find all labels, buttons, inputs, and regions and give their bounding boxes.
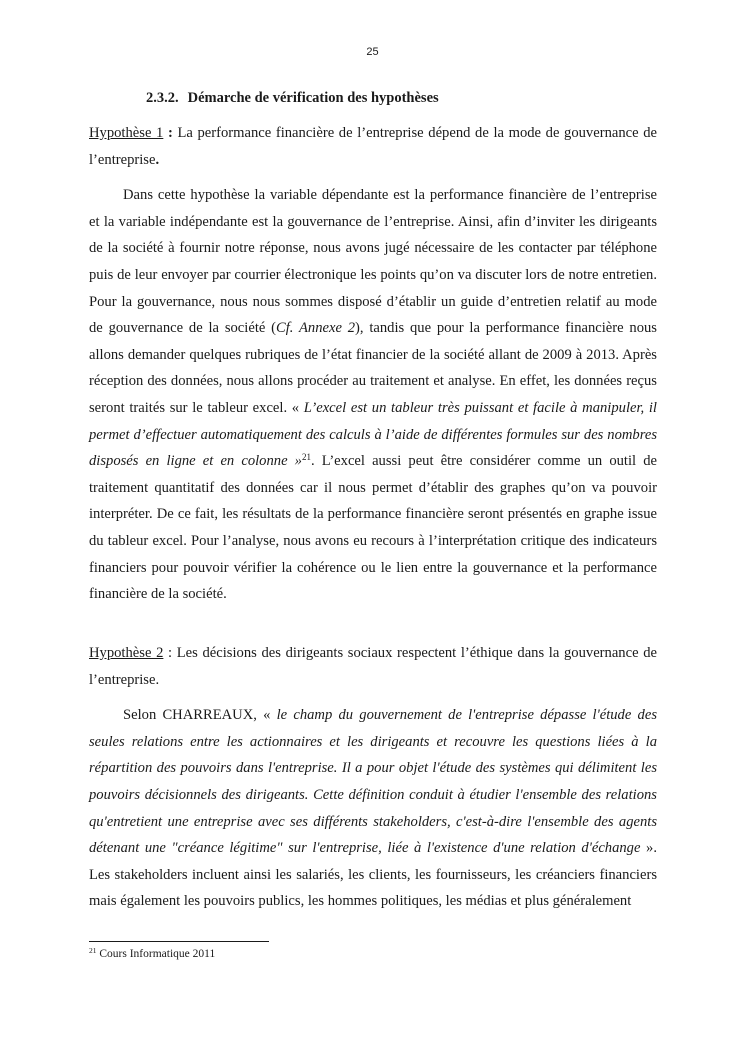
hypothesis-1-text: La performance financière de l’entreprise dépend de la mode de gouvernance de l’entreprise: [89, 125, 657, 168]
hypothesis-1-label: Hypothèse 1: [89, 125, 164, 141]
hypothesis-2-text: : Les décisions des dirigeants sociaux respectent l’éthique dans la gouvernance de l’entreprise.: [89, 645, 657, 688]
paragraph-1-text-c: . L’excel aussi peut être considérer comme un outil de traitement quantitatif des données car il nous permet d’établir des graphes qu’on va pouvoir interpréter. De ce fait, les résultats de la performance financière seront présentés en graphe issue du tableur excel. Pour l’analyse, nous avons eu recours à l’interprétation critique des indicateurs financiers pour pouvoir vérifier la cohérence ou le lien entre la gouvernance et la performance financière de la société.: [89, 453, 657, 603]
footnote: [89, 948, 215, 960]
excel-quote: L’excel est un tableur très puissant et facile à manipuler, il permet d’effectuer automatiquement des calculs à l’aide de différentes formules sur des nombres disposés en ligne et en colonne »: [89, 399, 657, 470]
paragraph-1-text-b: ), tandis que pour la performance financière nous allons demander quelques rubriques de l’état financier de la société allant de 2009 à 2013. Après réception des données, nous allons procéder au traitement et analyse. En effet, les données reçus seront traités sur le tableur excel. «: [89, 320, 657, 416]
hypothesis-1-statement: [89, 120, 657, 173]
footnote-text: Cours Informatique 2011: [96, 948, 216, 960]
charreaux-quote: le champ du gouvernement de l'entreprise dépasse l'étude des seules relations entre les actionnaires et les dirigeants et recouvre les questions liées à la répartition des pouvoirs dans l'entreprise. Il a pour objet l'étude des systèmes qui délimitent les pouvoirs décisionnels des dirigeants. Cette définition conduit à étudier l'ensemble des relations qu'entretient une entreprise avec ses différents stakeholders, c'est-à-dire l'ensemble des agents détenant une "créance légitime" sur l'entreprise, liée à l'existence d'une relation d'échange: [89, 707, 657, 857]
hypothesis-2-statement: [89, 640, 657, 693]
hypothesis-1-block: [89, 120, 657, 608]
hypothesis-1-colon: :: [163, 125, 173, 141]
hypothesis-2-label: Hypothèse 2: [89, 645, 164, 661]
hypothesis-1-period: .: [155, 151, 160, 168]
page-number: 25: [366, 46, 379, 58]
footnote-number: 21: [89, 946, 97, 955]
paragraph-2-text-b: ». Les stakeholders incluent ainsi les salariés, les clients, les fournisseurs, les créanciers financiers mais également les pouvoirs publics, les hommes politiques, les médias et plus généralement: [89, 840, 657, 910]
hypothesis-1-paragraph: [89, 182, 657, 608]
section-number: 2.3.2.: [146, 90, 179, 106]
hypothesis-2-block: [89, 640, 657, 915]
annex-reference: Cf. Annexe 2: [276, 320, 356, 337]
footnote-separator: [89, 941, 269, 942]
hypothesis-2-paragraph: [89, 702, 657, 915]
section-title: Démarche de vérification des hypothèses: [187, 90, 439, 106]
footnote-reference: 21: [301, 452, 311, 463]
paragraph-2-text-a: Selon CHARREAUX, «: [123, 707, 277, 724]
paragraph-1-text-a: Dans cette hypothèse la variable dépendante est la performance financière de l’entreprise et la variable indépendante est la gouvernance de l’entreprise. Ainsi, afin d’inviter les dirigeants de la société à fournir notre réponse, nous avons jugé nécessaire de les contacter par téléphone puis de leur envoyer par courrier électronique les points qu’on va discuter lors de notre entretien. Pour la gouvernance, nous nous sommes disposé d’établir un guide d’entretien relatif au mode de gouvernance de la société (: [89, 187, 657, 337]
section-heading: [146, 90, 439, 107]
